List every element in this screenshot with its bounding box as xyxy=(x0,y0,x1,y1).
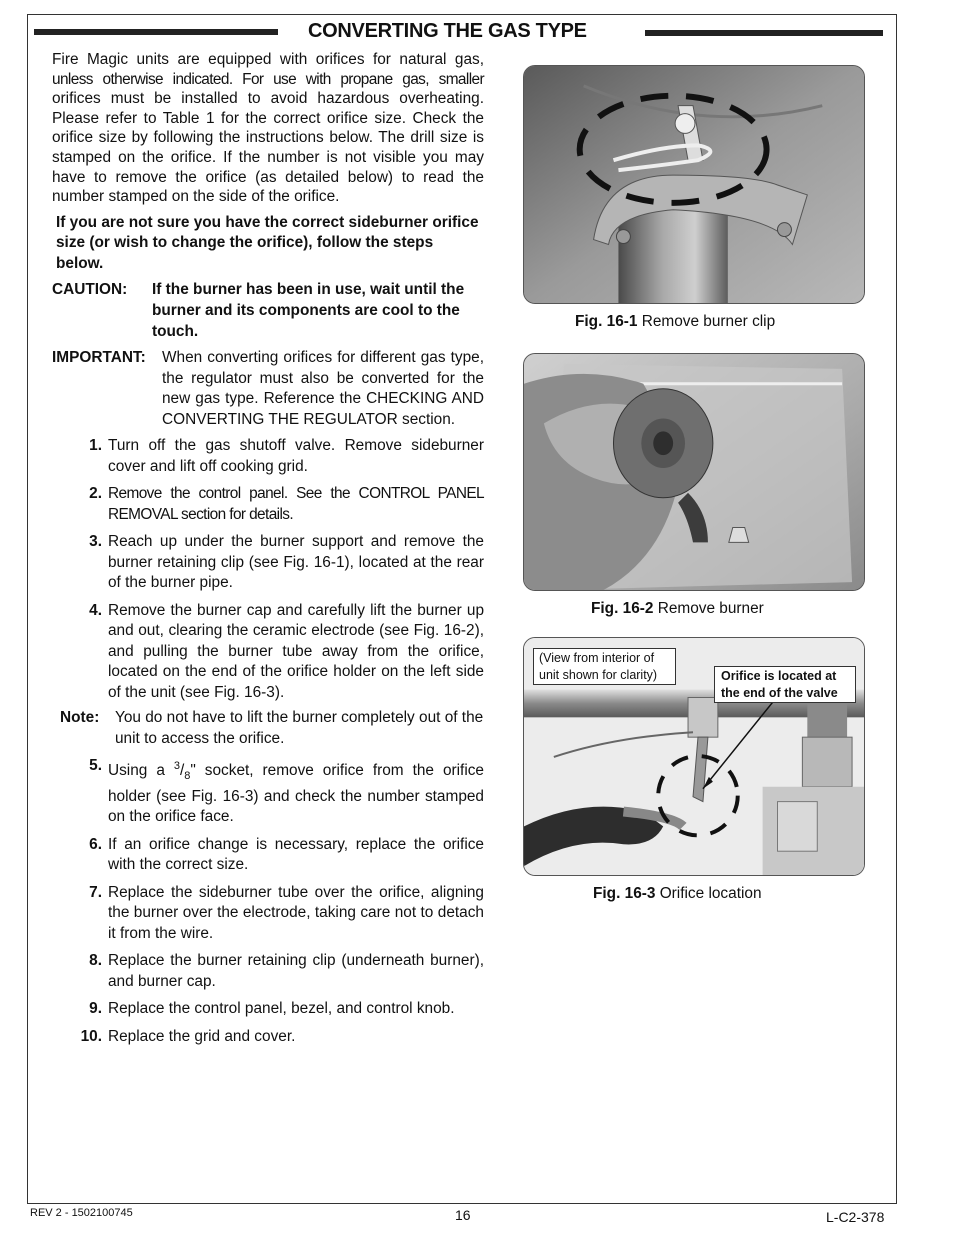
important-text: When converting orifices for different gas type, the regulator must also be converted for the new gas type. Reference the CHECKING AND CONVERTING THE REGULATOR section. xyxy=(162,349,484,428)
figure-remove-burner xyxy=(523,353,865,591)
figure-label: Fig. 16-2 xyxy=(591,600,654,617)
figure-caption-text: Remove burner clip xyxy=(637,313,776,330)
orifice-callout: Orifice is located at the end of the valve xyxy=(714,666,856,703)
step-text-a: Using a xyxy=(108,762,174,780)
intro-line-1: Fire Magic units are equipped with orifices for natural gas, xyxy=(52,51,484,68)
step-item xyxy=(52,484,484,525)
step-text: Replace the control panel, bezel, and control knob. xyxy=(108,1000,455,1018)
note-block xyxy=(60,708,484,749)
step-number: 3. xyxy=(89,533,102,551)
figure-label: Fig. 16-1 xyxy=(575,313,638,330)
fraction-denominator: 8 xyxy=(184,770,191,783)
step-item xyxy=(52,1027,484,1048)
step-item xyxy=(52,756,484,828)
figure-caption-text: Remove burner xyxy=(653,600,764,617)
step-text: Using a $^3/_8$" socket, remove orifice from the orifice holder (see Fig. 16-3) and check the number stamped on the orifice face. xyxy=(108,760,484,826)
note-text: You do not have to lift the burner completely out of the unit to access the orifice. xyxy=(115,709,484,747)
revision-code: REV 2 - 1502100745 xyxy=(30,1207,133,1219)
intro-rest: orifices must be installed to avoid hazardous overheating. Please refer to Table 1 for the correct orifice size. Check the orifice size by following the instructions below. The drill size is stamped on the orifice. If the number is not visible you may have to remove the orifice (as detailed below) to read the number stamped on the side of the orifice. xyxy=(52,90,484,206)
step-number: 6. xyxy=(89,835,102,853)
step-number: 4. xyxy=(89,601,102,619)
figure-remove-burner-clip xyxy=(523,65,865,304)
remove-burner-photo xyxy=(524,354,864,590)
step-text: Remove the control panel. See the CONTROL PANEL REMOVAL section for details. xyxy=(108,485,484,523)
step-item xyxy=(52,883,484,945)
step-number: 2. xyxy=(89,485,102,503)
intro-paragraph xyxy=(52,50,484,207)
step-list-continued xyxy=(52,756,484,1047)
step-number: 8. xyxy=(89,952,102,970)
step-number: 10. xyxy=(80,1027,102,1045)
step-item xyxy=(52,436,484,477)
caution-block xyxy=(52,279,484,342)
page-title: CONVERTING THE GAS TYPE xyxy=(308,20,587,42)
follow-steps-notice: If you are not sure you have the correct sideburner orifice size (or wish to change the orifice), follow the steps below. xyxy=(56,213,479,272)
figure-caption-1 xyxy=(575,313,775,331)
fraction-numerator: 3 xyxy=(173,760,180,773)
note-label: Note: xyxy=(60,709,100,727)
figure-caption-2 xyxy=(591,600,764,618)
step-text: Replace the sideburner tube over the orifice, aligning the burner over the electrode, taking care not to detach it from the wire. xyxy=(108,883,484,942)
page-number: 16 xyxy=(455,1207,471,1223)
step-text-b: " socket, remove orifice from the orifice holder (see Fig. 16-3) and check the number stamped on the orifice face. xyxy=(108,762,484,826)
caution-label: CAUTION: xyxy=(52,281,128,299)
important-label: IMPORTANT: xyxy=(52,349,146,367)
figure-caption-text: Orifice location xyxy=(655,885,762,902)
step-item xyxy=(52,835,484,876)
step-text: Reach up under the burner support and remove the burner retaining clip (see Fig. 16-1), located at the rear of the burner pipe. xyxy=(108,533,484,592)
step-item xyxy=(52,999,484,1020)
step-text: Remove the burner cap and carefully lift the burner up and out, clearing the ceramic electrode (see Fig. 16-2), and pulling the burner tube away from the orifice, located on the end of the orifice holder on the left side of the unit (see Fig. 16-3). xyxy=(108,601,484,701)
step-number: 7. xyxy=(89,883,102,901)
step-text: Turn off the gas shutoff valve. Remove sideburner cover and lift off cooking grid. xyxy=(108,437,484,475)
step-text: Replace the burner retaining clip (underneath burner), and burner cap. xyxy=(108,952,484,990)
step-item xyxy=(52,601,484,704)
step-list xyxy=(52,436,484,703)
step-item xyxy=(52,951,484,992)
title-rule-left xyxy=(34,29,278,35)
view-interior-callout: (View from interior of unit shown for clarity) xyxy=(533,648,676,685)
figure-caption-3 xyxy=(593,885,762,903)
important-block xyxy=(52,348,484,430)
step-number: 9. xyxy=(89,1000,102,1018)
step-text: Replace the grid and cover. xyxy=(108,1027,296,1045)
step-text: If an orifice change is necessary, replace the orifice with the correct size. xyxy=(108,835,484,874)
step-item xyxy=(52,532,484,594)
burner-clip-photo xyxy=(524,66,864,303)
step-number: 1. xyxy=(89,437,102,455)
caution-text: If the burner has been in use, wait until the burner and its components are cool to the touch. xyxy=(152,281,465,341)
intro-line-2: unless otherwise indicated. For use with propane gas, smaller xyxy=(52,70,484,88)
title-rule-right xyxy=(645,30,883,36)
instructions-column xyxy=(52,50,484,1054)
step-number: 5. xyxy=(89,757,102,775)
figure-label: Fig. 16-3 xyxy=(593,885,656,902)
document-code: L-C2-378 xyxy=(826,1209,885,1225)
